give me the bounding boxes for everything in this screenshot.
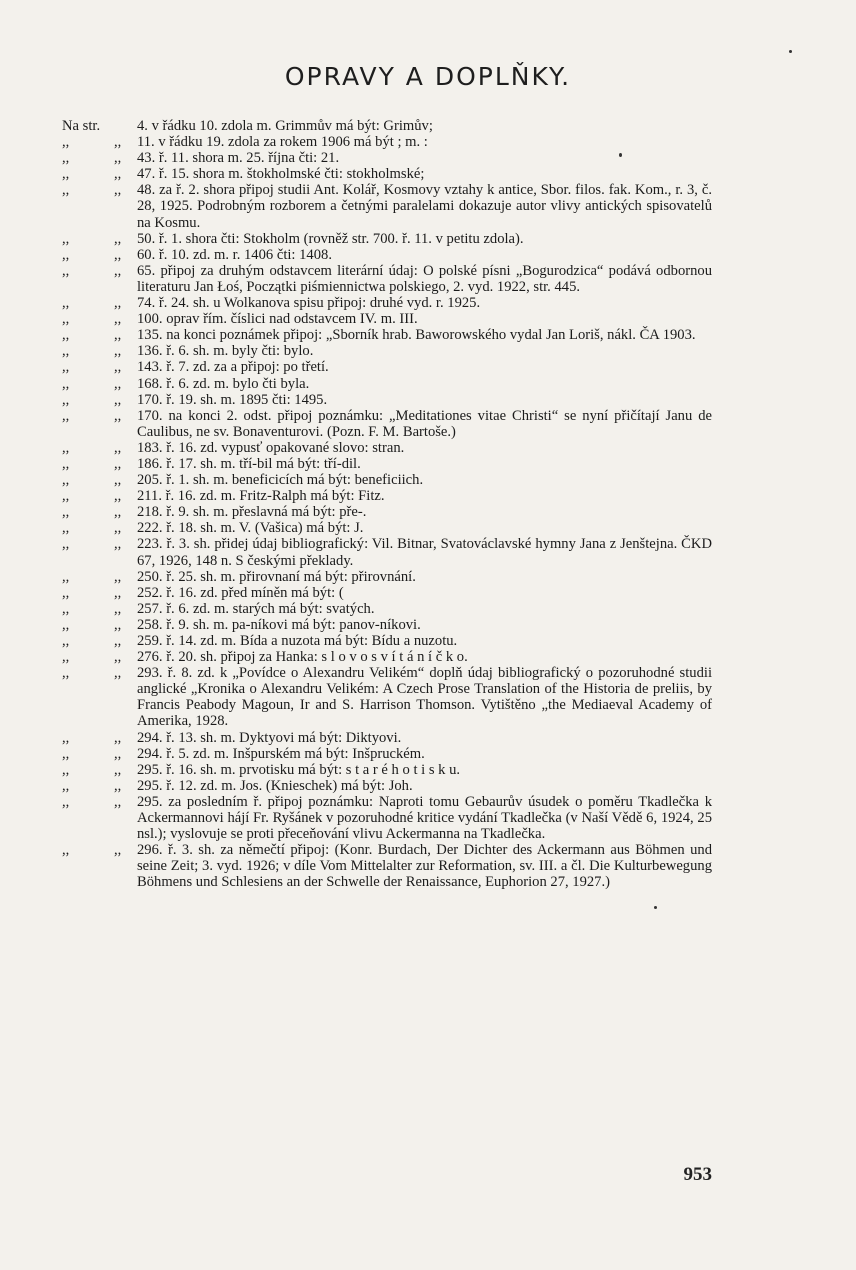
entry-marker-prefix: ,, — [62, 472, 70, 489]
entry-marker-ditto: ,, — [114, 536, 122, 553]
entry-marker-ditto: ,, — [114, 568, 122, 585]
entry-marker-prefix: ,, — [62, 246, 70, 263]
entry-marker-prefix: ,, — [62, 182, 70, 199]
entry-marker-ditto: ,, — [114, 327, 122, 344]
entry-text: 222. ř. 18. sh. m. V. (Vašica) má být: J. — [137, 520, 364, 537]
entry-marker-ditto: ,, — [114, 729, 122, 746]
errata-entry — [0, 118, 856, 134]
errata-entry — [0, 440, 856, 456]
entry-text: 257. ř. 6. zd. m. starých má být: svatých. — [137, 600, 375, 617]
entry-marker-prefix: Na str. — [62, 118, 101, 134]
entry-text: 295. ř. 16. sh. m. prvotisku má být: s t a r é h o t i s k u. — [137, 761, 461, 778]
entry-marker-prefix: ,, — [62, 262, 70, 279]
entry-marker-prefix: ,, — [62, 327, 70, 344]
errata-entry — [0, 842, 856, 890]
entry-text: 11. v řádku 19. zdola za rokem 1906 má být ; m. : — [137, 134, 428, 151]
entry-text: 293. ř. 8. zd. k „Povídce o Alexandru Velikém“ doplň údaj bibliografický o pozoruhodné studii anglické „Kronika o Alexandru Velikém: A Czech Prose Translation of the Historia de preliis, by Francis Peabody Magoun, Ir and S. Harrison Thomson. Vytištěno „the Mediaeval Academy of Amerika, 1928. — [137, 665, 712, 730]
entry-marker-ditto: ,, — [114, 649, 122, 666]
entry-marker-ditto: ,, — [114, 295, 122, 312]
entry-marker-ditto: ,, — [114, 633, 122, 649]
errata-entry — [0, 134, 856, 150]
ink-speck — [619, 153, 622, 157]
errata-entry — [0, 327, 856, 343]
entry-text: 259. ř. 14. zd. m. Bída a nuzota má být: Bídu a nuzotu. — [137, 633, 458, 649]
errata-entry — [0, 359, 856, 375]
entry-text: 258. ř. 9. sh. m. pa-níkovi má být: panov-níkovi. — [137, 616, 421, 633]
entry-text: 205. ř. 1. sh. m. beneficicích má být: beneficiich. — [137, 472, 424, 489]
errata-entry — [0, 730, 856, 746]
ink-speck — [789, 50, 792, 53]
entry-marker-prefix: ,, — [62, 600, 70, 617]
entry-text: 136. ř. 6. sh. m. byly čti: bylo. — [137, 343, 314, 360]
entry-marker-prefix: ,, — [62, 665, 70, 682]
entry-marker-prefix: ,, — [62, 745, 70, 762]
entry-text: 223. ř. 3. sh. přidej údaj bibliografický: Vil. Bitnar, Svatováclavské hymny Jana z Jenštejna. ČKD 67, 1926, 148 n. S českými překlady. — [137, 536, 712, 569]
entry-marker-prefix: ,, — [62, 842, 70, 859]
entry-marker-prefix: ,, — [62, 616, 70, 633]
errata-entry — [0, 536, 856, 568]
entry-marker-prefix: ,, — [62, 407, 70, 424]
entry-marker-prefix: ,, — [62, 536, 70, 553]
entry-text: 170. na konci 2. odst. připoj poznámku: „Meditationes vitae Christi“ se nyní přičítají Janu de Caulibus, ne sv. Bonaventurovi. (Pozn. F. M. Bartoše.) — [137, 407, 712, 440]
entry-marker-prefix: ,, — [62, 295, 70, 312]
errata-entry — [0, 263, 856, 295]
entry-marker-ditto: ,, — [114, 745, 122, 762]
entry-marker-ditto: ,, — [114, 665, 122, 682]
entry-marker-prefix: ,, — [62, 520, 70, 537]
entry-marker-ditto: ,, — [114, 439, 122, 456]
entry-marker-ditto: ,, — [114, 777, 122, 794]
entry-text: 100. oprav řím. číslici nad odstavcem IV. m. III. — [137, 311, 418, 328]
entry-text: 170. ř. 19. sh. m. 1895 čti: 1495. — [137, 391, 328, 408]
entry-marker-prefix: ,, — [62, 633, 70, 649]
errata-entry — [0, 633, 856, 649]
entry-marker-ditto: ,, — [114, 246, 122, 263]
entry-marker-ditto: ,, — [114, 311, 122, 328]
errata-entry — [0, 343, 856, 359]
entry-marker-ditto: ,, — [114, 761, 122, 778]
entry-marker-ditto: ,, — [114, 520, 122, 537]
entry-marker-ditto: ,, — [114, 262, 122, 279]
entry-text: 250. ř. 25. sh. m. přirovnaní má být: přirovnání. — [137, 568, 416, 585]
entry-text: 48. za ř. 2. shora připoj studii Ant. Kolář, Kosmovy vztahy k antice, Sbor. filos. fak. Kom., r. 3, č. 28, 1925. Podrobným rozborem a četnými paralelami dokazuje autor vlivy antických spisovatelů na Kosmu. — [137, 182, 712, 231]
entry-marker-ditto: ,, — [114, 391, 122, 408]
page-title: OPRAVY A DOPLŇKY. — [284, 62, 572, 91]
errata-entry — [0, 762, 856, 778]
entry-marker-prefix: ,, — [62, 439, 70, 456]
entry-marker-prefix: ,, — [62, 584, 70, 601]
entry-marker-prefix: ,, — [62, 504, 70, 521]
entry-marker-prefix: ,, — [62, 230, 70, 247]
errata-entry — [0, 520, 856, 536]
errata-list — [0, 118, 856, 891]
errata-entry — [0, 585, 856, 601]
errata-entry — [0, 617, 856, 633]
entry-marker-prefix: ,, — [62, 343, 70, 360]
entry-marker-ditto: ,, — [114, 375, 122, 392]
entry-marker-prefix: ,, — [62, 729, 70, 746]
entry-marker-prefix: ,, — [62, 359, 70, 376]
errata-entry — [0, 665, 856, 729]
errata-entry — [0, 376, 856, 392]
page-number: 953 — [683, 1164, 712, 1185]
errata-entry — [0, 601, 856, 617]
entry-marker-ditto: ,, — [114, 842, 122, 859]
entry-marker-ditto: ,, — [114, 472, 122, 489]
entry-marker-prefix: ,, — [62, 568, 70, 585]
entry-text: 294. ř. 5. zd. m. Inšpurském má být: Inšpruckém. — [137, 745, 425, 762]
entry-text: 47. ř. 15. shora m. štokholmské čti: stokholmské; — [137, 166, 425, 183]
errata-entry — [0, 456, 856, 472]
errata-entry — [0, 504, 856, 520]
entry-text: 50. ř. 1. shora čti: Stokholm (rovněž str. 700. ř. 11. v petitu zdola). — [137, 230, 524, 247]
errata-entry — [0, 746, 856, 762]
entry-text: 294. ř. 13. sh. m. Dyktyovi má být: Diktyovi. — [137, 729, 402, 746]
entry-text: 65. připoj za druhým odstavcem literární údaj: O polské písni „Bogurodzica“ podává odbornou literaturu Jan Łoś, Początki piśmiennictwa polskiego, 2. vyd. 1922, str. 445. — [137, 262, 712, 295]
entry-marker-ditto: ,, — [114, 166, 122, 183]
errata-entry — [0, 311, 856, 327]
ink-speck — [654, 906, 657, 909]
entry-text: 168. ř. 6. zd. m. bylo čti byla. — [137, 375, 310, 392]
entry-marker-ditto: ,, — [114, 359, 122, 376]
entry-marker-ditto: ,, — [114, 793, 122, 810]
entry-text: 60. ř. 10. zd. m. r. 1406 čti: 1408. — [137, 246, 332, 263]
entry-text: 295. ř. 12. zd. m. Jos. (Knieschek) má být: Joh. — [137, 777, 413, 794]
entry-text: 295. za posledním ř. připoj poznámku: Naproti tomu Gebaurův úsudek o poměru Tkadlečka k Ackermannovi hájí Fr. Ryšánek v pozoruhodné kritice vydání Tkadlečka (v Naší Vědě 6, 1924, 25 nsl.); vyslovuje se proti přeceňování vlivu Ackermanna na Tkadlečka. — [137, 793, 712, 843]
entry-text: 74. ř. 24. sh. u Wolkanova spisu připoj: druhé vyd. r. 1925. — [137, 295, 481, 312]
entry-marker-prefix: ,, — [62, 777, 70, 794]
errata-entry — [0, 408, 856, 440]
entry-marker-prefix: ,, — [62, 761, 70, 778]
entry-marker-ditto: ,, — [114, 504, 122, 521]
errata-entry — [0, 231, 856, 247]
errata-entry — [0, 488, 856, 504]
entry-marker-prefix: ,, — [62, 649, 70, 666]
entry-marker-prefix: ,, — [62, 488, 70, 505]
errata-entry — [0, 295, 856, 311]
entry-marker-ditto: ,, — [114, 150, 122, 167]
errata-entry — [0, 247, 856, 263]
errata-entry — [0, 182, 856, 230]
entry-marker-ditto: ,, — [114, 488, 122, 505]
entry-marker-ditto: ,, — [114, 134, 122, 151]
entry-marker-prefix: ,, — [62, 391, 70, 408]
entry-marker-ditto: ,, — [114, 343, 122, 360]
errata-entry — [0, 392, 856, 408]
entry-marker-ditto: ,, — [114, 182, 122, 199]
entry-marker-prefix: ,, — [62, 311, 70, 328]
errata-entry — [0, 794, 856, 842]
errata-entry — [0, 150, 856, 166]
entry-text: 183. ř. 16. zd. vypusť opakované slovo: stran. — [137, 439, 405, 456]
entry-marker-prefix: ,, — [62, 793, 70, 810]
entry-marker-ditto: ,, — [114, 600, 122, 617]
entry-text: 252. ř. 16. zd. před míněn má být: ( — [137, 584, 344, 601]
entry-marker-prefix: ,, — [62, 150, 70, 167]
entry-text: 211. ř. 16. zd. m. Fritz-Ralph má být: Fitz. — [137, 488, 385, 505]
entry-text: 143. ř. 7. zd. za a připoj: po třetí. — [137, 359, 329, 376]
entry-text: 135. na konci poznámek připoj: „Sborník hrab. Baworowského vydal Jan Loriš, nákl. ČA 1903. — [137, 327, 696, 344]
entry-text: 218. ř. 9. sh. m. přeslavná má být: pře-. — [137, 504, 367, 521]
entry-marker-ditto: ,, — [114, 230, 122, 247]
entry-marker-ditto: ,, — [114, 455, 122, 472]
entry-marker-prefix: ,, — [62, 166, 70, 183]
errata-entry — [0, 472, 856, 488]
entry-marker-ditto: ,, — [114, 407, 122, 424]
entry-text: 276. ř. 20. sh. připoj za Hanka: s l o v o s v í t á n í č k o. — [137, 649, 468, 666]
errata-entry — [0, 166, 856, 182]
entry-text: 4. v řádku 10. zdola m. Grimmův má být: Grimův; — [137, 118, 433, 134]
entry-text: 186. ř. 17. sh. m. tří-bil má být: tří-dil. — [137, 455, 361, 472]
entry-marker-ditto: ,, — [114, 616, 122, 633]
entry-text: 296. ř. 3. sh. za němečtí připoj: (Konr. Burdach, Der Dichter des Ackermann aus Böhmen und seine Zeit; 3. vyd. 1926; v díle Vom Mittelalter zur Reformation, sv. III. a čl. Die Kulturbewegung Böhmens und Schlesiens an der Schwelle der Renaissance, Euphorion 27, 1927.) — [137, 842, 712, 891]
errata-entry — [0, 778, 856, 794]
entry-marker-prefix: ,, — [62, 375, 70, 392]
errata-entry — [0, 649, 856, 665]
entry-text: 43. ř. 11. shora m. 25. října čti: 21. — [137, 150, 340, 167]
errata-entry — [0, 569, 856, 585]
entry-marker-prefix: ,, — [62, 455, 70, 472]
entry-marker-prefix: ,, — [62, 134, 70, 151]
entry-marker-ditto: ,, — [114, 584, 122, 601]
